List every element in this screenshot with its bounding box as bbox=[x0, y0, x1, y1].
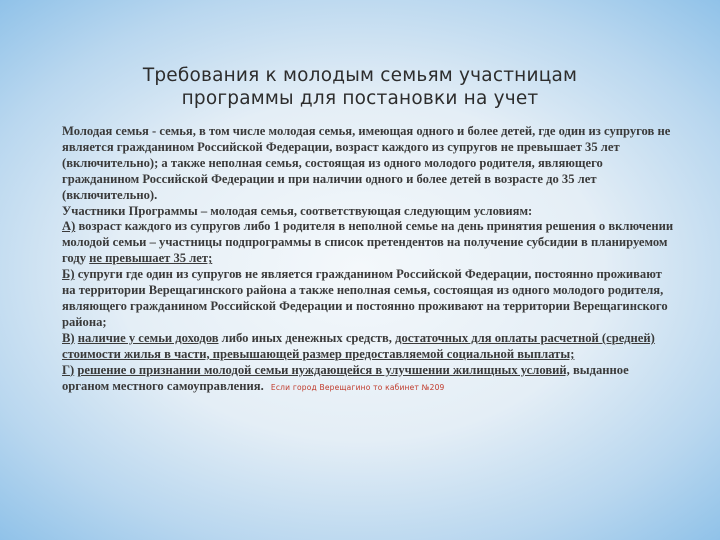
participants-intro: Участники Программы – молодая семья, соответствующая следующим условиям: bbox=[62, 203, 533, 218]
condition-a-letter: А) bbox=[62, 219, 76, 234]
condition-a-age-limit: не превышает 35 лет; bbox=[89, 251, 213, 266]
condition-g-decision: решение о признании молодой семьи нуждающейся в улучшении жилищных условий, bbox=[77, 362, 570, 377]
title-line-1: Требования к молодым семьям участницам bbox=[142, 65, 578, 86]
condition-a-text: возраст каждого из супругов либо 1 родителя в неполной семье на день принятия решения о включении молодой семьи – участницы подпрограммы в список претендентов на получение субсидии в планируемом году bbox=[62, 219, 674, 266]
condition-v-income: наличие у семьи доходов bbox=[77, 330, 219, 345]
office-note: Если город Верещагино то кабинет №209 bbox=[270, 382, 445, 392]
condition-v bbox=[62, 331, 674, 363]
slide-title bbox=[70, 64, 650, 110]
condition-b bbox=[62, 267, 674, 331]
young-family-definition: Молодая семья - семья, в том числе молодая семья, имеющая одного и более детей, где один из супругов не является гражданином Российской Федерации, возраст каждого из супругов не превышает 35 лет (включительно); а также неполная семья, состоящая из одного молодого родителя, являющего гражданином Российской Федерации и при наличии одного и более детей в возрасте до 35 лет (включительно). bbox=[62, 124, 671, 202]
condition-g-letter: Г) bbox=[62, 362, 75, 377]
condition-g bbox=[62, 363, 674, 396]
condition-v-letter: В) bbox=[62, 330, 75, 345]
condition-v-sufficient: достаточных для оплаты расчетной (средней) стоимости жилья в части, превышающей размер предоставляемой социальной выплаты; bbox=[62, 330, 655, 361]
condition-b-text: супруги где один из супругов не является гражданином Российской Федерации, постоянно проживают на территории Верещагинского района а также неполная семья, состоящая из одного молодого родителя, являющего гражданином Российской Федерации и постоянно проживают на территории Верещагинского района; bbox=[62, 267, 668, 329]
requirements-body bbox=[62, 124, 674, 395]
title-line-2: программы для постановки на учет bbox=[181, 88, 539, 109]
condition-v-funds: либо иных денежных средств, bbox=[221, 330, 392, 345]
condition-b-letter: Б) bbox=[62, 267, 75, 282]
condition-g-authority: выданное органом местного самоуправления. bbox=[62, 362, 629, 393]
condition-a bbox=[62, 219, 674, 267]
